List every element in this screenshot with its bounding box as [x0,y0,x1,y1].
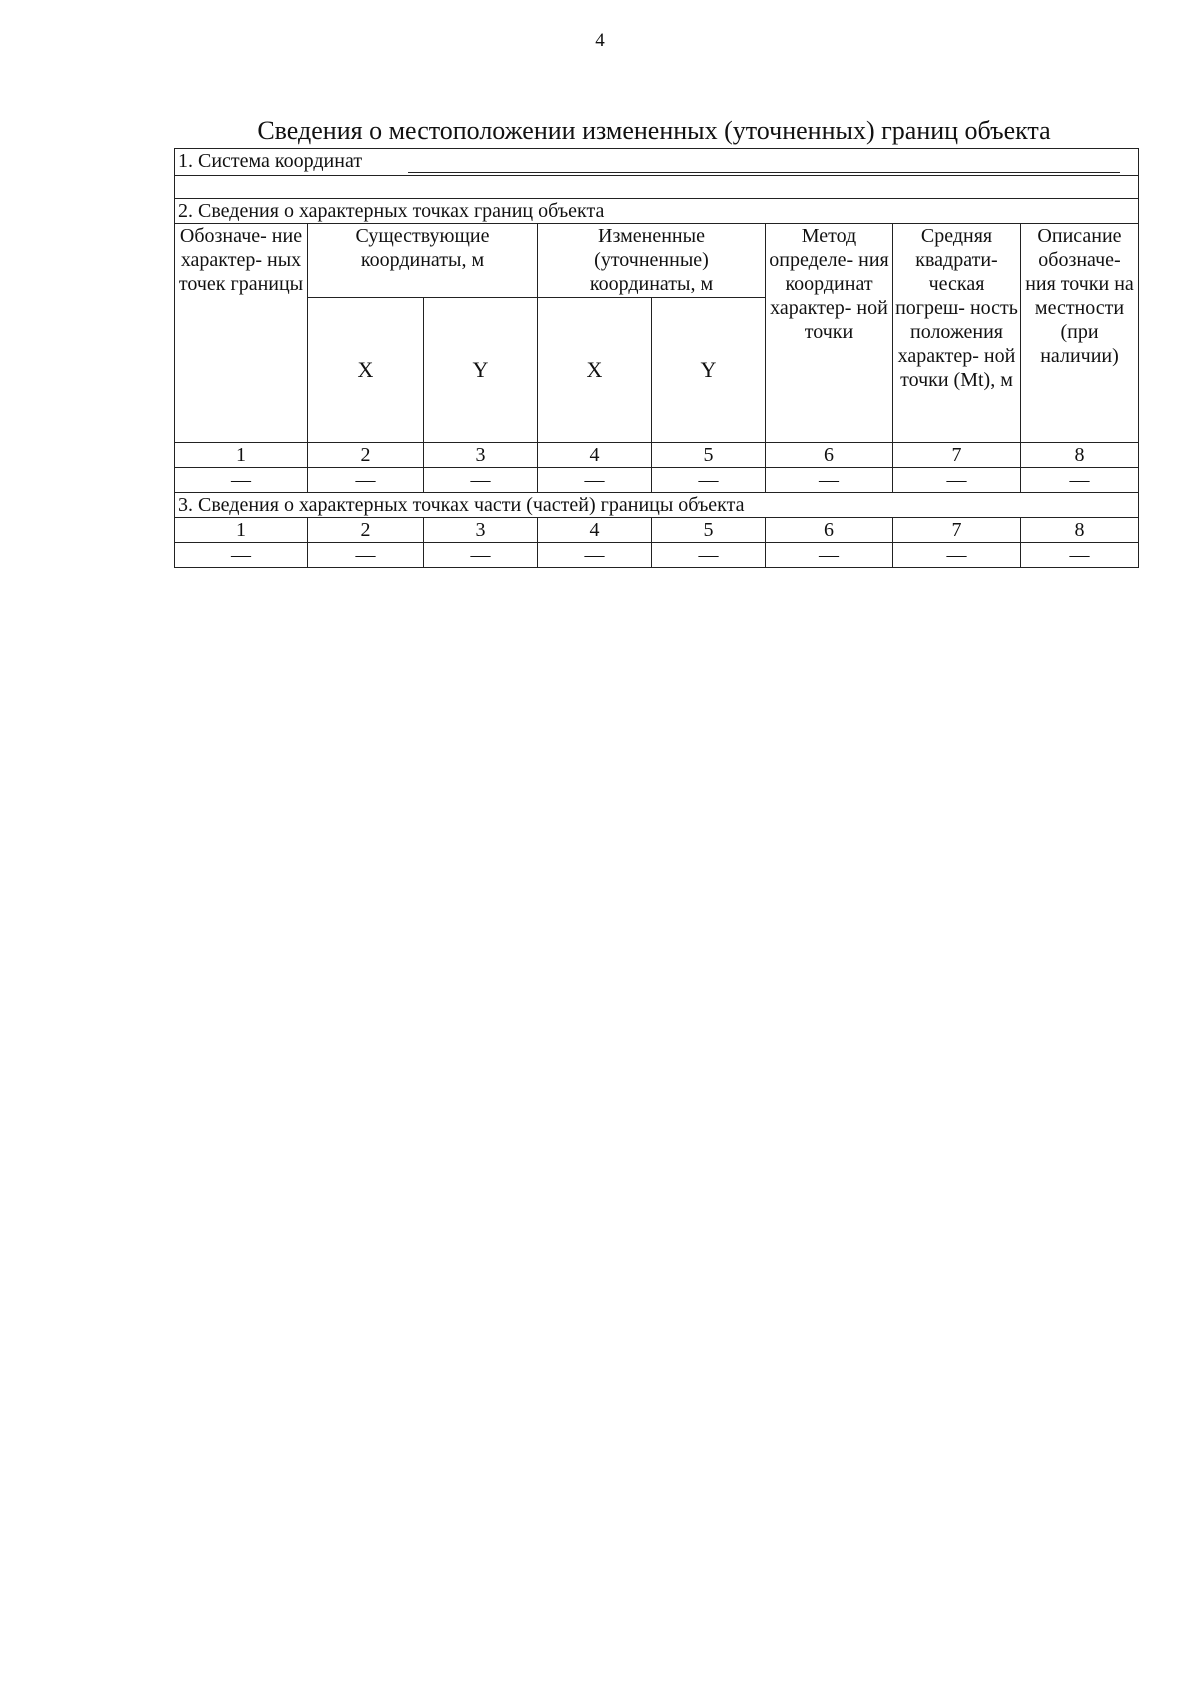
table-cell: — [766,468,893,493]
table-cell: — [538,468,652,493]
header-changed-x: X [538,298,652,443]
page-number: 4 [595,30,605,51]
column-number: 2 [308,518,424,543]
section-2-heading-row [175,199,1139,224]
table-cell: — [538,543,652,568]
section-2-column-numbers-row [175,443,1139,468]
header-mean-square-error: Средняя квадрати- ческая погреш- ность положения характер- ной точки (Mt), м [893,224,1021,443]
column-number: 8 [1021,518,1139,543]
document-title: Сведения о местоположении измененных (уточненных) границ объекта [257,116,1051,145]
header-row-1 [175,224,1139,298]
column-number: 6 [766,443,893,468]
column-number: 7 [893,518,1021,543]
table-cell: — [893,543,1021,568]
table-cell: — [1021,468,1139,493]
header-existing-coordinates: Существующие координаты, м [308,224,538,298]
table-cell: — [175,468,308,493]
coordinate-system-label: 1. Система координат [178,150,363,172]
header-point-description: Описание обозначе- ния точки на местности (при наличии) [1021,224,1139,443]
section-2-heading: 2. Сведения о характерных точках границ объекта [175,199,1139,224]
column-number: 3 [424,518,538,543]
header-existing-x: X [308,298,424,443]
table-cell: — [766,543,893,568]
table-cell: — [424,468,538,493]
table-cell: — [893,468,1021,493]
column-number: 8 [1021,443,1139,468]
column-number: 6 [766,518,893,543]
table-cell: — [175,543,308,568]
table-cell: — [308,468,424,493]
section-3-data-row [175,543,1139,568]
header-changed-coordinates: Измененные (уточненные) координаты, м [538,224,766,298]
column-number: 4 [538,518,652,543]
section-3-heading-row [175,493,1139,518]
boundary-table [174,148,1139,568]
coordinate-system-cell [175,149,1139,176]
section-2-data-row [175,468,1139,493]
table-cell: — [652,468,766,493]
header-existing-y: Y [424,298,538,443]
coordinate-system-value [408,154,1120,173]
header-changed-y: Y [652,298,766,443]
column-number: 1 [175,443,308,468]
column-number: 3 [424,443,538,468]
column-number: 5 [652,518,766,543]
blank-cell [175,176,1139,199]
table-cell: — [652,543,766,568]
table-cell: — [424,543,538,568]
header-determination-method: Метод определе- ния координат характер- ной точки [766,224,893,443]
column-number: 5 [652,443,766,468]
column-number: 4 [538,443,652,468]
coordinate-system-row [175,149,1139,176]
table-cell: — [308,543,424,568]
column-number: 2 [308,443,424,468]
column-number: 7 [893,443,1021,468]
table-cell: — [1021,543,1139,568]
header-point-designation: Обозначе- ние характер- ных точек границы [175,224,308,443]
column-number: 1 [175,518,308,543]
section-3-heading: 3. Сведения о характерных точках части (частей) границы объекта [175,493,1139,518]
section-3-column-numbers-row [175,518,1139,543]
coordinate-system-blank-row [175,176,1139,199]
